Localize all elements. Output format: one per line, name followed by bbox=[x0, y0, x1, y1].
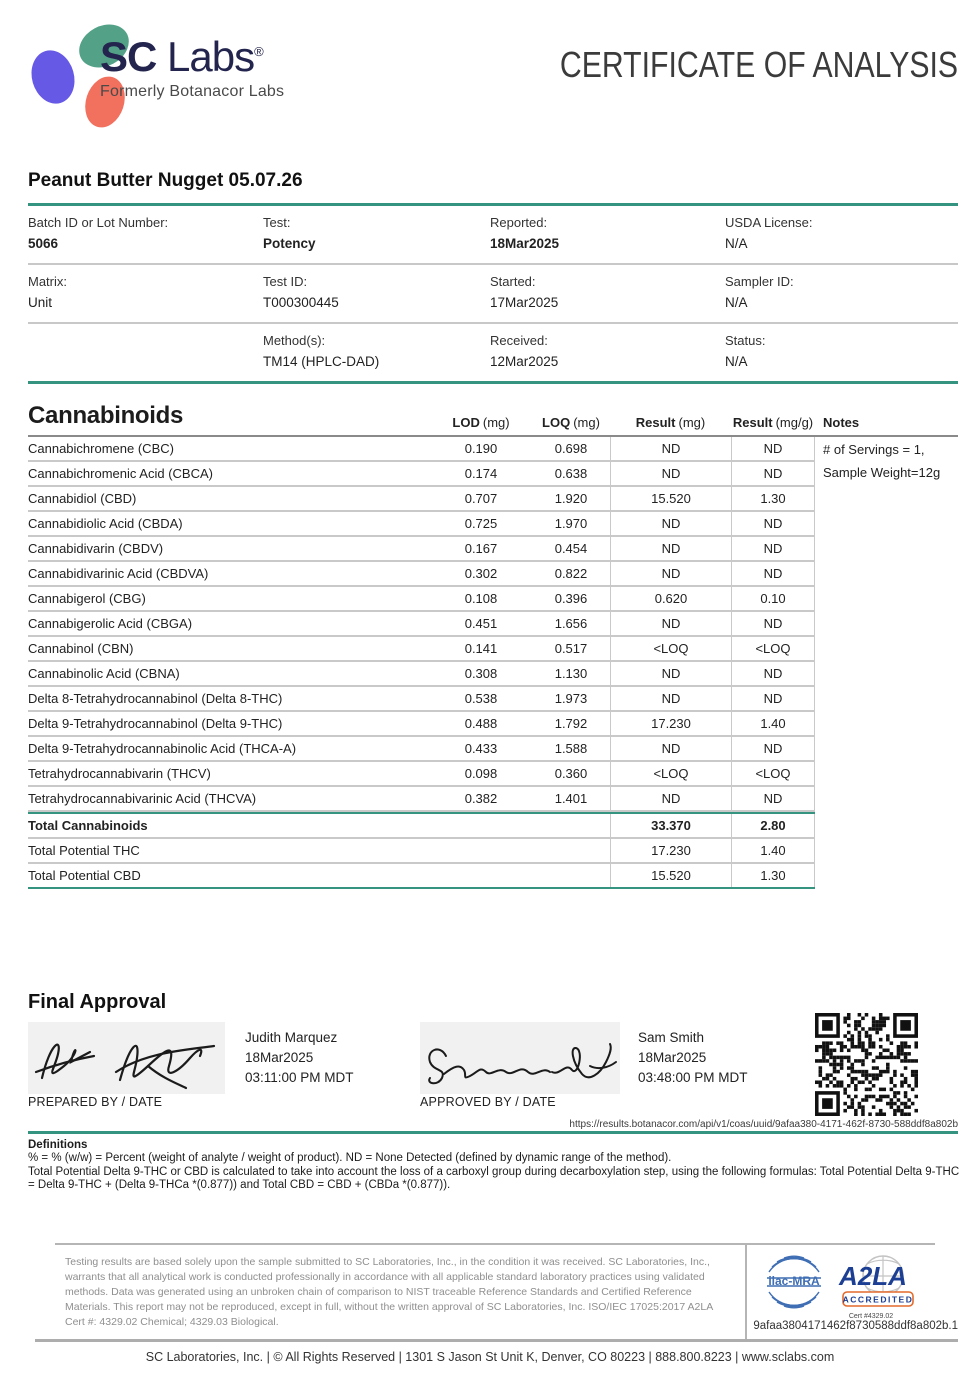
cannabinoid-row bbox=[28, 487, 815, 512]
result-mg-value: ND bbox=[610, 537, 731, 560]
total-result-mgg: 2.80 bbox=[731, 814, 815, 837]
info-cell-methods: Method(s): TM14 (HPLC-DAD) bbox=[263, 333, 380, 369]
approved-time: 03:48:00 PM MDT bbox=[638, 1070, 748, 1085]
approved-name: Sam Smith bbox=[638, 1030, 705, 1045]
footer-divider bbox=[35, 1339, 958, 1342]
info-cell-batch: Batch ID or Lot Number: 5066 bbox=[28, 215, 169, 251]
result-mgg-value: 1.30 bbox=[731, 487, 815, 510]
result-mgg-value: ND bbox=[731, 562, 815, 585]
cert-number-small: Cert #4329.02 bbox=[848, 1313, 894, 1320]
definitions-title: Definitions bbox=[28, 1139, 88, 1151]
result-mgg-value: ND bbox=[731, 787, 815, 810]
analyte-name: Cannabinolic Acid (CBNA) bbox=[28, 666, 180, 681]
a2la-accredited-logo-icon bbox=[831, 1254, 915, 1317]
lod-value: 0.098 bbox=[464, 766, 498, 781]
result-mgg-value: ND bbox=[731, 662, 815, 685]
col-header-result-mg: Result (mg) bbox=[635, 415, 706, 430]
loq-value: 0.454 bbox=[554, 541, 588, 556]
col-header-result-mgg: Result (mg/g) bbox=[732, 415, 814, 430]
loq-value: 1.130 bbox=[554, 666, 588, 681]
lod-value: 0.707 bbox=[464, 491, 498, 506]
prepared-time: 03:11:00 PM MDT bbox=[245, 1070, 354, 1085]
cannabinoid-row bbox=[28, 562, 815, 587]
analyte-name: Cannabinol (CBN) bbox=[28, 641, 134, 656]
total-row bbox=[28, 864, 815, 889]
info-cell-empty bbox=[28, 331, 263, 373]
total-name: Total Cannabinoids bbox=[28, 818, 148, 833]
result-mgg-value: 0.10 bbox=[731, 587, 815, 610]
teal-divider bbox=[28, 1131, 958, 1134]
loq-value: 0.822 bbox=[554, 566, 588, 581]
sample-title: Peanut Butter Nugget 05.07.26 bbox=[28, 170, 303, 191]
col-header-loq: LOQ (mg) bbox=[542, 415, 600, 430]
registered-mark: ® bbox=[254, 44, 263, 59]
lod-value: 0.451 bbox=[464, 616, 498, 631]
cannabinoid-row bbox=[28, 737, 815, 762]
lod-value: 0.167 bbox=[464, 541, 498, 556]
prepared-name: Judith Marquez bbox=[245, 1030, 338, 1045]
prepared-signature-image bbox=[28, 1022, 225, 1094]
info-row-1 bbox=[28, 206, 958, 263]
result-mg-value: 15.520 bbox=[610, 487, 731, 510]
approved-signer-info bbox=[638, 1028, 828, 1088]
col-header-lod: LOD (mg) bbox=[452, 415, 510, 430]
result-mg-value: 17.230 bbox=[610, 712, 731, 735]
note-sample-weight: Sample Weight=12g bbox=[823, 465, 941, 480]
final-approval-title: Final Approval bbox=[28, 991, 167, 1013]
cannabinoid-row bbox=[28, 512, 815, 537]
lod-value: 0.488 bbox=[464, 716, 498, 731]
prepared-signer-info bbox=[245, 1028, 435, 1088]
coa-url-link[interactable]: https://results.botanacor.com/api/v1/coas/uuid/9afaa380-4171-462f-8730-588ddf8a802b bbox=[569, 1119, 958, 1130]
lod-value: 0.725 bbox=[464, 516, 498, 531]
total-name: Total Potential CBD bbox=[28, 868, 141, 883]
analyte-name: Cannabidivarin (CBDV) bbox=[28, 541, 164, 556]
approved-signature-image bbox=[420, 1022, 620, 1094]
analyte-name: Tetrahydrocannabivarinic Acid (THCVA) bbox=[28, 791, 257, 806]
result-mg-value: <LOQ bbox=[610, 637, 731, 660]
cannabinoid-row bbox=[28, 637, 815, 662]
result-mg-value: ND bbox=[610, 687, 731, 710]
analyte-name: Cannabidiolic Acid (CBDA) bbox=[28, 516, 183, 531]
analyte-name: Cannabidiol (CBD) bbox=[28, 491, 137, 506]
cannabinoids-section bbox=[28, 402, 958, 889]
prepared-by-label: PREPARED BY / DATE bbox=[28, 1095, 163, 1109]
lod-value: 0.174 bbox=[464, 466, 498, 481]
analyte-name: Cannabigerolic Acid (CBGA) bbox=[28, 616, 193, 631]
result-mg-value: <LOQ bbox=[610, 762, 731, 785]
result-mg-value: ND bbox=[610, 562, 731, 585]
document-title: CERTIFICATE OF ANALYSIS bbox=[559, 44, 958, 85]
total-result-mgg: 1.40 bbox=[731, 839, 815, 862]
loq-value: 0.517 bbox=[554, 641, 588, 656]
info-cell-reported: Reported: 18Mar2025 bbox=[490, 215, 560, 251]
cannabinoids-title: Cannabinoids bbox=[28, 402, 184, 429]
loq-value: 1.588 bbox=[554, 741, 588, 756]
cannabinoid-row bbox=[28, 587, 815, 612]
analyte-name: Delta 9-Tetrahydrocannabinolic Acid (THCA-A) bbox=[28, 741, 297, 756]
col-header-notes: Notes bbox=[823, 415, 860, 430]
lod-value: 0.433 bbox=[464, 741, 498, 756]
analyte-name: Cannabichromene (CBC) bbox=[28, 441, 174, 456]
lod-value: 0.382 bbox=[464, 791, 498, 806]
approved-by-label: APPROVED BY / DATE bbox=[420, 1095, 556, 1109]
result-mg-value: ND bbox=[610, 512, 731, 535]
total-row bbox=[28, 839, 815, 864]
brand-text bbox=[100, 30, 284, 101]
loq-value: 1.792 bbox=[554, 716, 588, 731]
total-row bbox=[28, 812, 815, 839]
report-hash: 9afaa3804171462f8730588ddf8a802b.1 bbox=[753, 1320, 958, 1332]
loq-value: 0.360 bbox=[554, 766, 588, 781]
analyte-name: Cannabichromenic Acid (CBCA) bbox=[28, 466, 213, 481]
disclaimer-text: Testing results are based solely upon the sample submitted to SC Laboratories, Inc., in the condition it was received. SC Laboratories, Inc., warrants that all analytical work is conducted professionally in accordance with all applicable standard laboratory practices using validated methods. Data was generated using an unbroken chain of comparison to NIST traceable Reference Standards and Certified Reference Materials. This report may not be reproduced, except in full, without the written approval of SC Laboratories, Inc. ISO/IEC 17025:2017 A2LA Cert #: 4329.02 Chemical; 4329.03 Biological. bbox=[65, 1256, 713, 1328]
info-row-3 bbox=[28, 322, 958, 381]
result-mg-value: ND bbox=[610, 787, 731, 810]
cannabinoid-row bbox=[28, 537, 815, 562]
result-mgg-value: ND bbox=[731, 512, 815, 535]
brand-name-main: SC bbox=[100, 33, 157, 80]
result-mg-value: ND bbox=[610, 737, 731, 760]
footer-text: SC Laboratories, Inc. | © All Rights Reserved | 1301 S Jason St Unit K, Denver, CO 80223 | 888.800.8223 | www.sclabs.com bbox=[145, 1350, 835, 1364]
info-cell-status: Status: N/A bbox=[725, 333, 766, 369]
loq-value: 1.970 bbox=[554, 516, 588, 531]
info-cell-test: Test: Potency bbox=[263, 215, 316, 251]
cannabinoid-row bbox=[28, 762, 815, 787]
total-result-mgg: 1.30 bbox=[731, 864, 815, 887]
approved-date: 18Mar2025 bbox=[638, 1050, 707, 1065]
result-mg-value: ND bbox=[610, 662, 731, 685]
analyte-name: Delta 8-Tetrahydrocannabinol (Delta 8-THC) bbox=[28, 691, 283, 706]
info-cell-testid: Test ID: T000300445 bbox=[263, 274, 339, 310]
cannabinoid-row bbox=[28, 612, 815, 637]
qr-code bbox=[815, 1013, 918, 1116]
info-row-2 bbox=[28, 263, 958, 322]
result-mg-value: 0.620 bbox=[610, 587, 731, 610]
result-mgg-value: ND bbox=[731, 462, 815, 485]
lod-value: 0.538 bbox=[464, 691, 498, 706]
definitions-line-2: Total Potential Delta 9-THC or CBD is calculated to take into account the loss of a carboxyl group during decarboxylation step, using the following formulas: Total Potential Delta 9-THC = Delta 9-THC + (Delta 9-THCa *(0.877)) and Total CBD = CBD + (CBDa *(0.877)). bbox=[28, 1165, 960, 1191]
lod-value: 0.108 bbox=[464, 591, 498, 606]
cannabinoid-row bbox=[28, 787, 815, 812]
definitions-section bbox=[28, 1139, 960, 1193]
loq-value: 1.401 bbox=[554, 791, 588, 806]
lod-value: 0.141 bbox=[464, 641, 498, 656]
ilac-mra-logo-icon bbox=[761, 1250, 827, 1319]
result-mgg-value: ND bbox=[731, 612, 815, 635]
notes-block bbox=[823, 438, 963, 484]
svg-text:ilac-MRA: ilac-MRA bbox=[768, 1274, 820, 1288]
info-cell-samplerid: Sampler ID: N/A bbox=[725, 274, 794, 310]
result-mg-value: ND bbox=[610, 612, 731, 635]
lod-value: 0.190 bbox=[464, 441, 498, 456]
cannabinoids-header-row bbox=[28, 402, 958, 437]
cannabinoid-row bbox=[28, 712, 815, 737]
brand-name-sub: Labs bbox=[167, 33, 255, 80]
svg-text:ACCREDITED: ACCREDITED bbox=[842, 1294, 914, 1305]
result-mgg-value: ND bbox=[731, 437, 815, 460]
total-result-mg: 15.520 bbox=[610, 864, 731, 887]
info-cell-matrix: Matrix: Unit bbox=[28, 274, 67, 310]
cannabinoid-row bbox=[28, 437, 815, 462]
brand-tagline: Formerly Botanacor Labs bbox=[100, 83, 285, 100]
total-result-mg: 33.370 bbox=[610, 814, 731, 837]
result-mgg-value: <LOQ bbox=[731, 762, 815, 785]
analyte-name: Cannabidivarinic Acid (CBDVA) bbox=[28, 566, 209, 581]
definitions-line-1: % = % (w/w) = Percent (weight of analyte / weight of product). ND = None Detected (defined by dynamic range of the method). bbox=[28, 1152, 672, 1164]
result-mgg-value: 1.40 bbox=[731, 712, 815, 735]
total-name: Total Potential THC bbox=[28, 843, 140, 858]
loq-value: 0.638 bbox=[554, 466, 588, 481]
info-cell-received: Received: 12Mar2025 bbox=[490, 333, 559, 369]
result-mg-value: ND bbox=[610, 437, 731, 460]
result-mg-value: ND bbox=[610, 462, 731, 485]
loq-value: 1.973 bbox=[554, 691, 588, 706]
total-result-mg: 17.230 bbox=[610, 839, 731, 862]
analyte-name: Delta 9-Tetrahydrocannabinol (Delta 9-THC) bbox=[28, 716, 283, 731]
analyte-name: Cannabigerol (CBG) bbox=[28, 591, 146, 606]
result-mgg-value: ND bbox=[731, 537, 815, 560]
sample-info-table bbox=[28, 203, 958, 384]
result-mgg-value: ND bbox=[731, 737, 815, 760]
info-cell-started: Started: 17Mar2025 bbox=[490, 274, 559, 310]
info-cell-usda: USDA License: N/A bbox=[725, 215, 813, 251]
result-mgg-value: <LOQ bbox=[731, 637, 815, 660]
brand-name bbox=[100, 30, 284, 79]
note-servings: # of Servings = 1, bbox=[823, 442, 925, 457]
prepared-date: 18Mar2025 bbox=[245, 1050, 314, 1065]
cannabinoid-row bbox=[28, 662, 815, 687]
logo-blob-purple bbox=[25, 45, 80, 108]
cannabinoid-row bbox=[28, 687, 815, 712]
loq-value: 1.656 bbox=[554, 616, 588, 631]
loq-value: 1.920 bbox=[554, 491, 588, 506]
analyte-name: Tetrahydrocannabivarin (THCV) bbox=[28, 766, 211, 781]
result-mgg-value: ND bbox=[731, 687, 815, 710]
svg-text:A2LA: A2LA bbox=[839, 1261, 907, 1291]
loq-value: 0.396 bbox=[554, 591, 588, 606]
lod-value: 0.308 bbox=[464, 666, 498, 681]
lod-value: 0.302 bbox=[464, 566, 498, 581]
cannabinoid-row bbox=[28, 462, 815, 487]
loq-value: 0.698 bbox=[554, 441, 588, 456]
cannabinoid-rows bbox=[28, 437, 815, 889]
